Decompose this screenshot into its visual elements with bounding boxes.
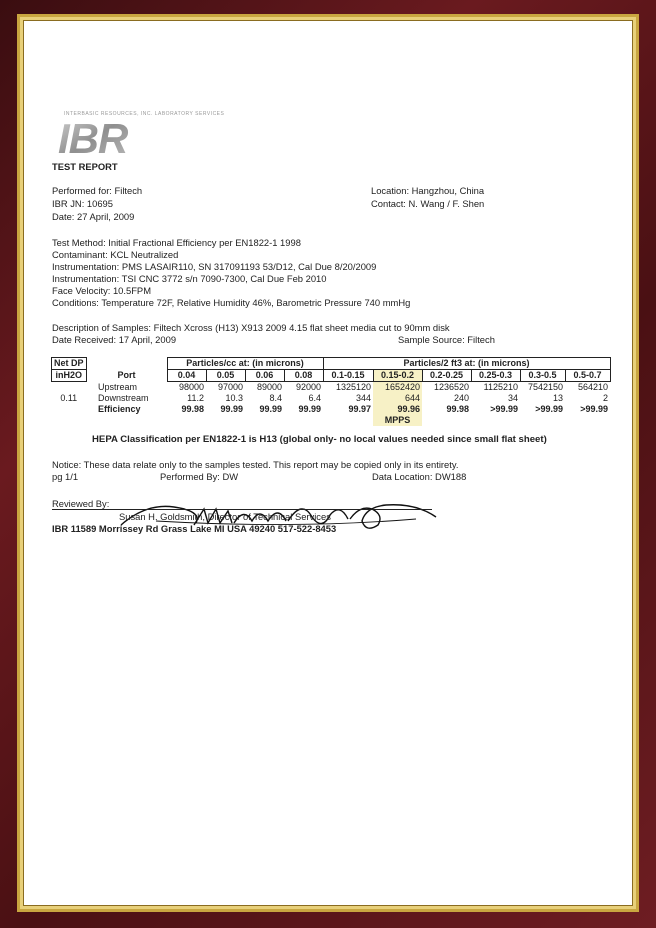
table-row: Upstream 98000 97000 89000 92000 1325120 1652420 1236520 1125210 7542150 564210 <box>98 381 609 392</box>
performed-for: Performed for: Filtech <box>52 185 143 196</box>
size-header: 0.3-0.5 <box>520 370 565 382</box>
mpps-label: MPPS <box>373 415 422 426</box>
contact: Contact: N. Wang / F. Shen <box>371 198 485 209</box>
date-received: Date Received: 17 April, 2009 <box>52 334 177 345</box>
location: Location: Hangzhou, China <box>371 185 485 196</box>
size-header: 0.5-0.7 <box>565 370 610 382</box>
size-header: 0.1-0.15 <box>323 370 373 382</box>
netdp-header: Net DP <box>52 358 87 370</box>
efficiency-table <box>51 357 611 426</box>
size-header: 0.05 <box>206 370 245 382</box>
notice: Notice: These data relate only to the samples tested. This report may be copied only in its entirety. <box>52 459 459 470</box>
netdp-value: 0.11 <box>60 393 78 403</box>
page-number: pg 1/1 <box>52 471 79 482</box>
test-method: Test Method: Initial Fractional Efficiency per EN1822-1 1998 <box>52 237 301 248</box>
company-address: IBR 11589 Morrissey Rd Grass Lake MI USA 49240 517-522-8453 <box>52 523 337 534</box>
ibr-logo-icon <box>52 117 192 161</box>
ibr-jn: IBR JN: 10695 <box>52 198 113 209</box>
sample-description: Description of Samples: Filtech Xcross (H13) X913 2009 4.15 flat sheet media cut to 90mm disk <box>52 322 450 333</box>
signature-line <box>52 509 432 510</box>
size-header: 0.06 <box>245 370 284 382</box>
svg-text:IBR: IBR <box>58 117 128 161</box>
table-row: Efficiency 99.98 99.99 99.99 99.99 99.97 99.96 99.98 >99.99 >99.99 >99.99 <box>98 404 609 414</box>
report-title: TEST REPORT <box>52 161 118 172</box>
hepa-classification: HEPA Classification per EN1822-1 is H13 (global only- no local values needed since small flat sheet) <box>92 434 547 445</box>
group2-header: Particles/2 ft3 at: (in microns) <box>323 358 610 370</box>
contaminant: Contaminant: KCL Neutralized <box>52 249 179 260</box>
report-date: Date: 27 April, 2009 <box>52 211 135 222</box>
instrumentation-2: Instrumentation: TSI CNC 3772 s/n 7090-7300, Cal Due Feb 2010 <box>52 273 327 284</box>
size-header: 0.15-0.2 <box>373 370 422 382</box>
signatory: Susan H. Goldsmith, Director of Technical Services <box>119 511 331 522</box>
performed-by: Performed By: DW <box>160 471 239 482</box>
size-header: 0.08 <box>284 370 323 382</box>
size-header: 0.2-0.25 <box>422 370 471 382</box>
reviewed-by-label: Reviewed By: <box>52 498 110 509</box>
face-velocity: Face Velocity: 10.5FPM <box>52 285 151 296</box>
instrumentation-1: Instrumentation: PMS LASAIR110, SN 317091193 53/D12, Cal Due 8/20/2009 <box>52 261 377 272</box>
size-header: 0.25-0.3 <box>471 370 520 382</box>
group1-header: Particles/cc at: (in microns) <box>167 358 323 370</box>
port-header: Port <box>117 370 136 380</box>
conditions: Conditions: Temperature 72F, Relative Humidity 46%, Barometric Pressure 740 mmHg <box>52 297 411 308</box>
sample-source: Sample Source: Filtech <box>398 334 495 345</box>
size-header: 0.04 <box>167 370 206 382</box>
inh2o-header: inH2O <box>52 370 87 382</box>
logo-tagline: INTERBASIC RESOURCES, INC. LABORATORY SERVICES <box>64 111 225 117</box>
report-paper <box>23 20 633 906</box>
data-location: Data Location: DW188 <box>372 471 467 482</box>
table-row: 0.11 Downstream 11.2 10.3 8.4 6.4 344 644 240 34 13 2 <box>52 393 611 404</box>
